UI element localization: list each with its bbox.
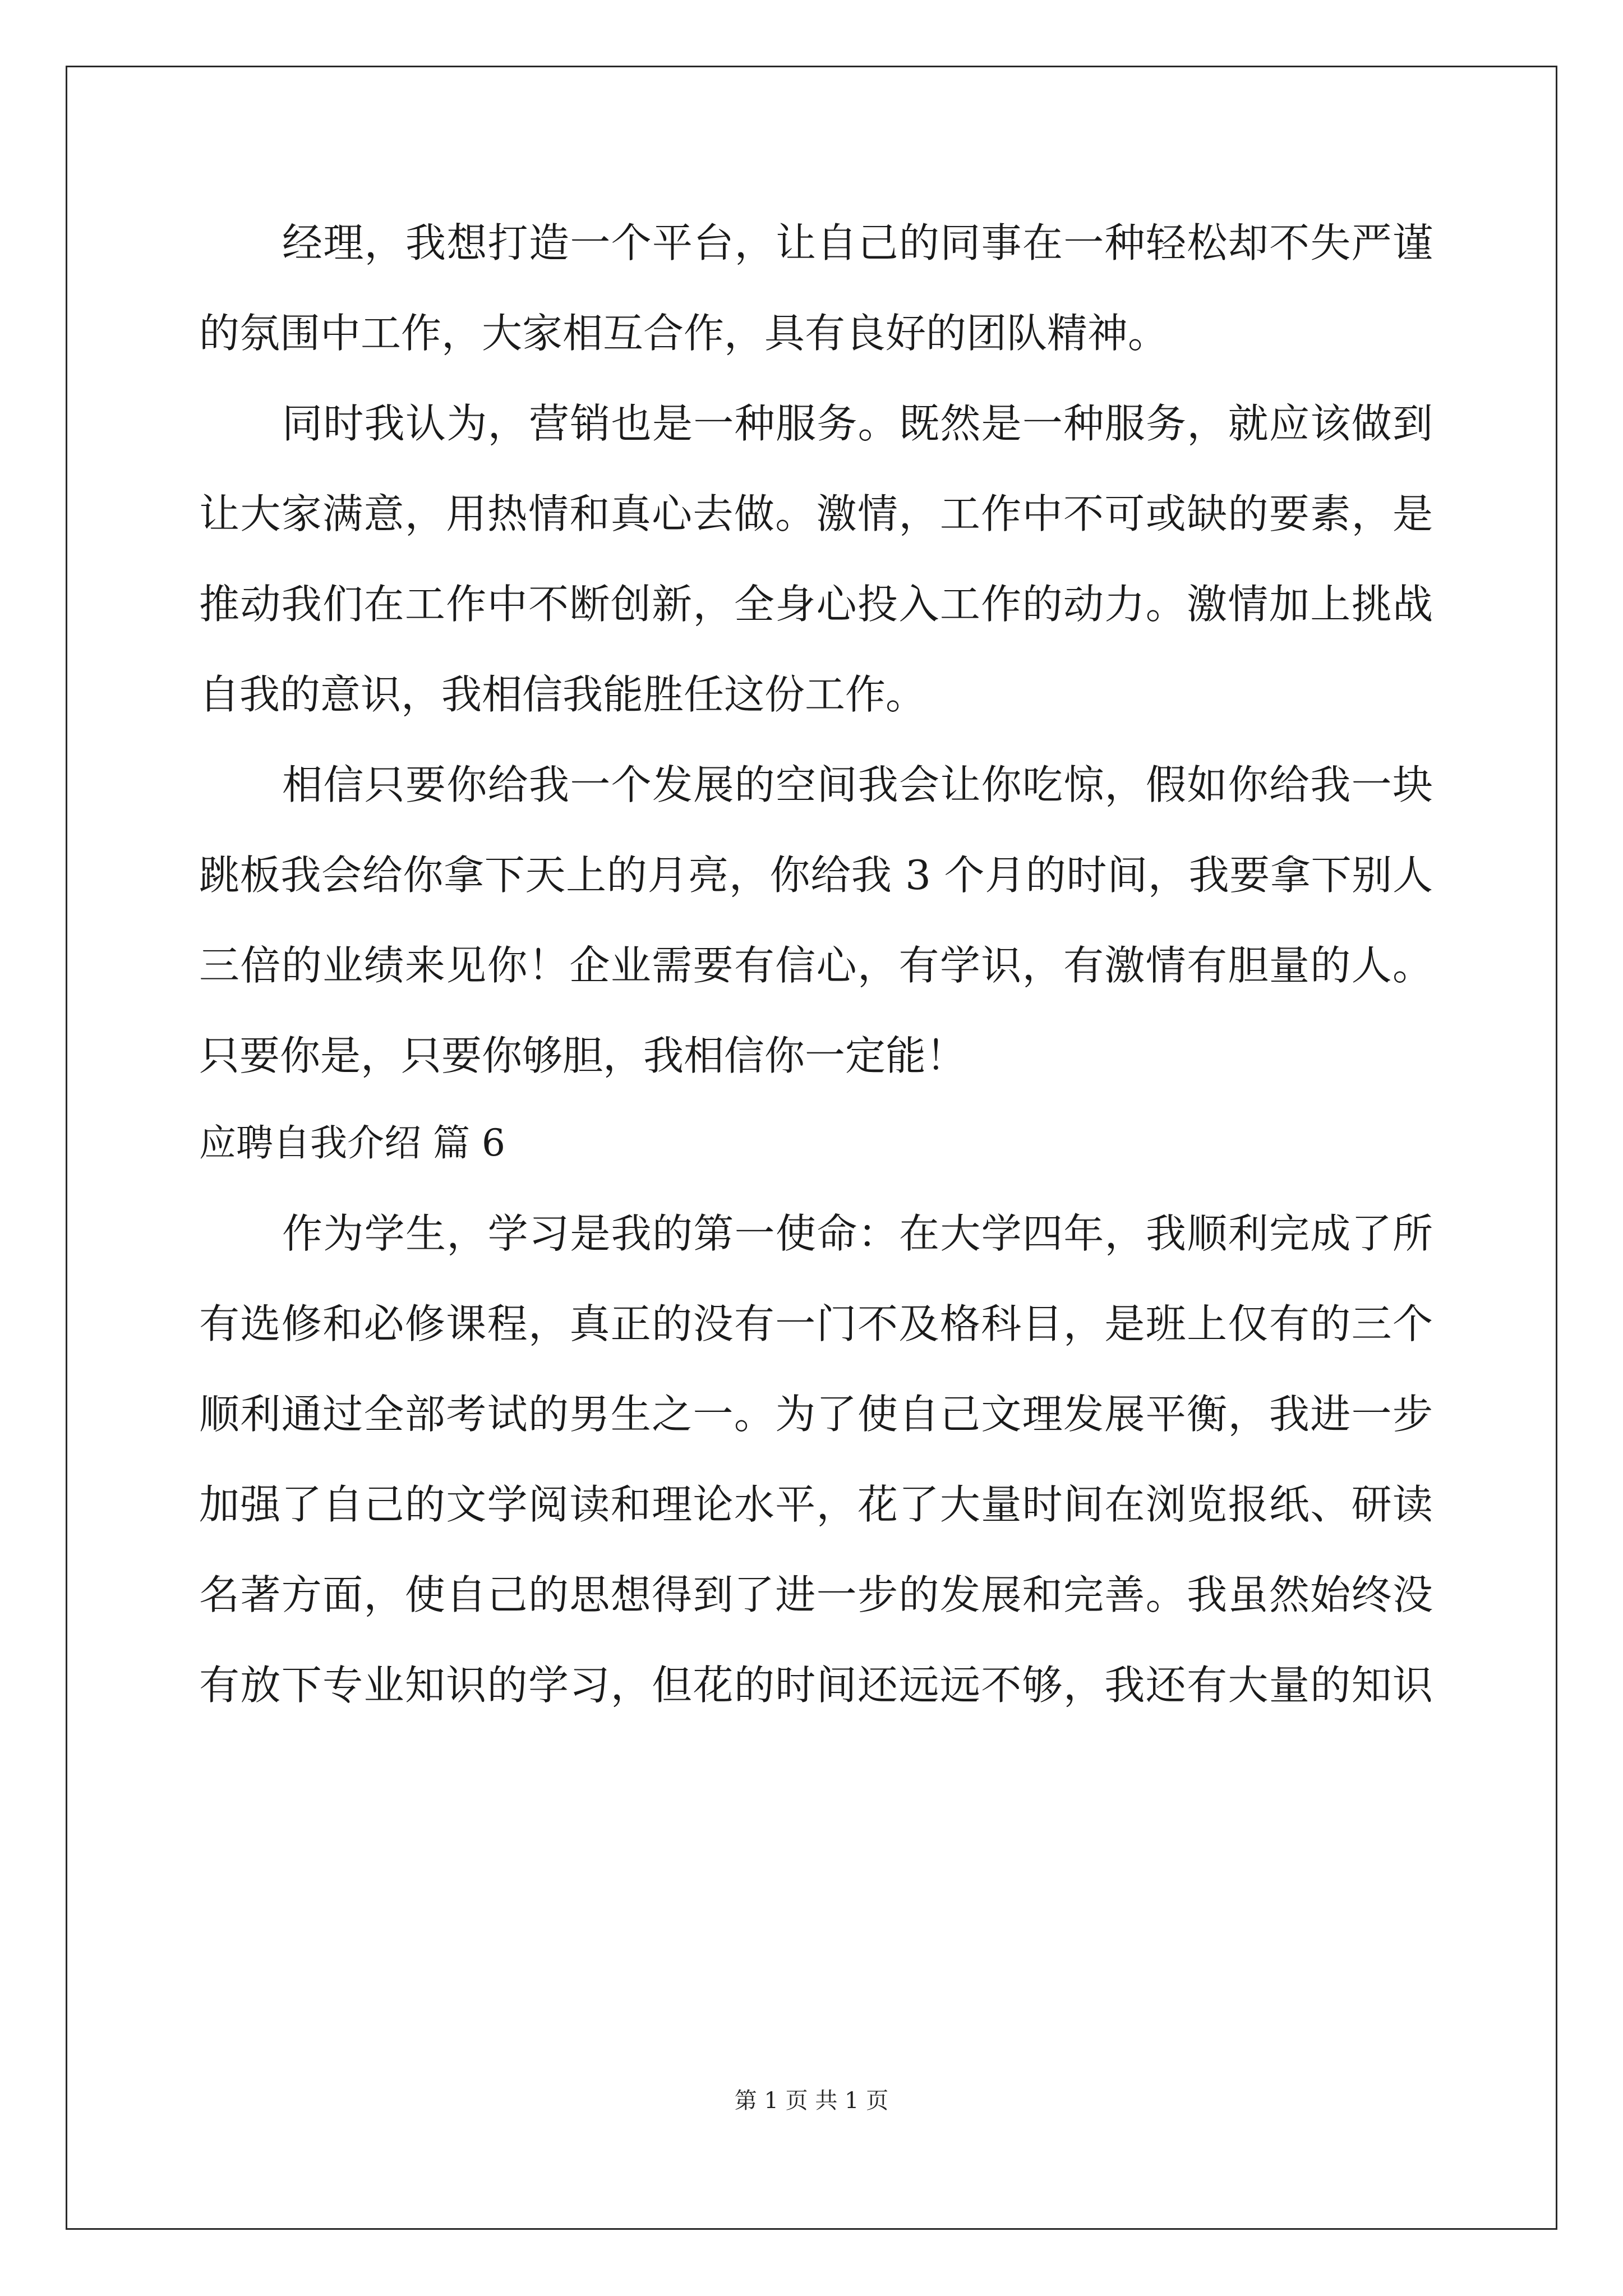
paragraph-1-line-2: 的氛围中工作，大家相互合作，具有良好的团队精神。 [199, 310, 1169, 357]
paragraph-1-line-1: 经理，我想打造一个平台，让自己的同事在一种轻松却不失严谨 [282, 219, 1433, 266]
section-paragraph-line-5: 名著方面，使自己的思想得到了进一步的发展和完善。我虽然始终没 [199, 1571, 1433, 1618]
paragraph-3-line-2: 跳板我会给你拿下天上的月亮，你给我 3 个月的时间，我要拿下别人 [199, 852, 1433, 899]
paragraph-3-line-1: 相信只要你给我一个发展的空间我会让你吃惊，假如你给我一块 [282, 761, 1433, 808]
page-number-footer: 第 1 页 共 1 页 [734, 2088, 889, 2114]
section-paragraph-line-4: 加强了自己的文学阅读和理论水平，花了大量时间在浏览报纸、研读 [199, 1481, 1433, 1528]
section-paragraph-line-3: 顺利通过全部考试的男生之一。为了使自己文理发展平衡，我进一步 [199, 1391, 1433, 1438]
paragraph-2-line-4: 自我的意识，我相信我能胜任这份工作。 [199, 671, 926, 718]
section-paragraph-line-1: 作为学生，学习是我的第一使命：在大学四年，我顺利完成了所 [282, 1210, 1433, 1257]
paragraph-2-line-2: 让大家满意，用热情和真心去做。激情，工作中不可或缺的要素，是 [199, 490, 1433, 537]
paragraph-2-line-1: 同时我认为，营销也是一种服务。既然是一种服务，就应该做到 [282, 400, 1433, 447]
section-heading: 应聘自我介绍 篇 6 [199, 1121, 505, 1165]
section-paragraph-line-6: 有放下专业知识的学习，但花的时间还远远不够，我还有大量的知识 [199, 1662, 1433, 1709]
section-paragraph-line-2: 有选修和必修课程，真正的没有一门不及格科目，是班上仅有的三个 [199, 1300, 1433, 1347]
paragraph-3-line-4: 只要你是，只要你够胆，我相信你一定能！ [199, 1032, 967, 1079]
paragraph-3-line-3: 三倍的业绩来见你！企业需要有信心，有学识，有激情有胆量的人。 [199, 942, 1433, 989]
paragraph-2-line-3: 推动我们在工作中不断创新，全身心投入工作的动力。激情加上挑战 [199, 581, 1433, 628]
